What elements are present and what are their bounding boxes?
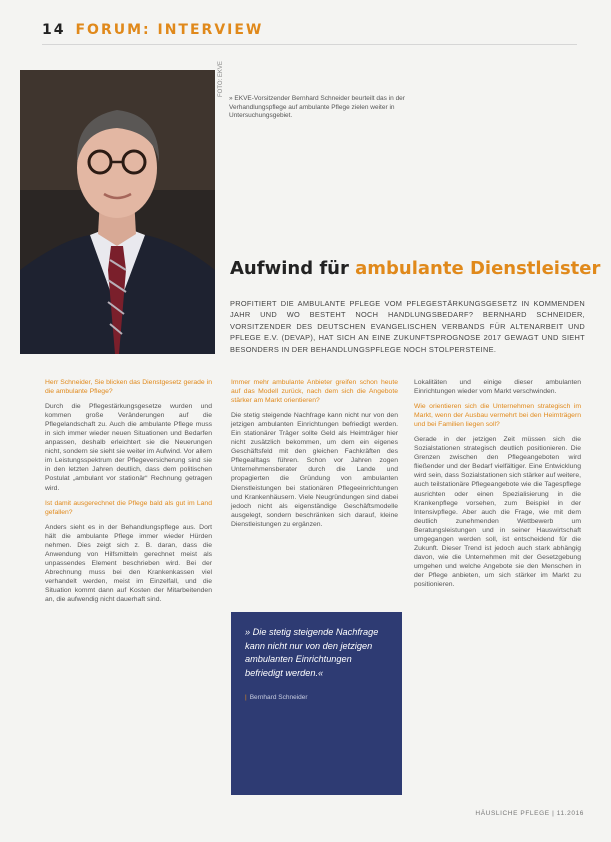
portrait-illustration [20,70,215,354]
section-title: FORUM: INTERVIEW [75,22,264,38]
interview-answer: Lokalitäten und einige dieser ambulanten Einrichtungen wieder vom Markt verschwinden. [414,379,581,396]
pull-quote-author [245,694,390,701]
photo-credit: FOTO: EKVE [218,61,224,97]
interview-answer: Anders sieht es in der Behandlungspflege aus. Dort hält die ambulante Pflege immer wieder Hürden nehmen. Dies zeigt sich z. B. daran, dass die Anwendung von Hilfsmitteln gerechnet meist als unpassendes Element beschrieben wird. Bei der Abrechnung muss bei den Krankenkassen viel verhandelt werden, meist im Einzelfall, und die Situation kommt dann auf Kosten der Mitarbeitenden an, die aufwendig nicht dauerhaft sind. [45,523,212,604]
text-column-3 [414,378,581,595]
interview-question: Immer mehr ambulante Anbieter greifen schon heute auf das Modell zurück, nach dem sich die Angebote stärker am Markt orientieren? [231,379,398,405]
headline-accent: ambulante Dienstleister [355,258,601,279]
interview-answer: Durch die Pflegestärkungsgesetze wurden und kommen große Veränderungen auf die Pflegelandschaft zu. Auch die ambulante Pflege muss in sich immer wieder neuen Situationen und Bedarfen anpassen, deshalb erleichtert sie die Neuerungen nicht, sondern sie sieht sie weiter im Aufwind. Vor allem im Leistungsspektrum der Pflegeversicherung sind sie in den letzten Jahren deutlich, dass dem politischen Postulat „ambulant vor stationär“ Rechnung getragen wird. [45,403,212,492]
article-lead: PROFITIERT DIE AMBULANTE PFLEGE VOM PFLEGESTÄRKUNGSGESETZ IN KOMMENDEN JAHR UND WO BESTEHT NOCH HANDLUNGSBEDARF? BERNHARD SCHNEIDER, VORSITZENDER DES DEUTSCHEN EVANGELISCHEN VERBANDS FÜR ALTENARBEIT UND PFLEGE E.V. (DEVAP), HAT SICH AN EINE ZUKUNFTSPROGNOSE 2017 GEWAGT UND SIEHT BESONDERS IN DER BEHANDLUNGSPFLEGE NOCH STOLPERSTEINE. [230,299,585,354]
header-divider [42,44,577,45]
text-column-1 [45,378,212,610]
dash-icon: | [245,694,247,701]
page-number: 14 [42,22,66,38]
pull-quote-text: » Die stetig steigende Nachfrage kann nicht nur von den jetzigen ambulanten Einrichtungen befriedigt werden.« [245,627,379,678]
pull-quote-author-name: Bernhard Schneider [249,694,308,701]
text-column-2 [231,378,398,535]
page-footer: HÄUSLICHE PFLEGE | 11.2016 [475,810,584,817]
article-headline [230,258,600,279]
pull-quote [231,612,402,795]
interview-question: Wie orientieren sich die Unternehmen strategisch im Markt, wenn der Ausbau vermehrt bei den Heimträgern und bei Familien liegen soll? [414,403,581,429]
page-header [42,22,263,38]
interview-answer: Gerade in der jetzigen Zeit müssen sich die Sozialstationen strategisch deutlich positionieren. Die Grenzen zwischen den Pflegeangeboten wird fließender und der Bedarf vielfältiger. Eine Entwicklung wird sein, dass Sozialstationen sich stärker auf weitere, auch teilstationäre Pflegeangebote wie die Tagespflege ausrichten oder einen Spezialisierung in die Krankenpflege vorsehen, zum Beispiel in der Intensivpflege. Aber auch die Frage, wie mit dem deutlich zunehmenden Wettbewerb um Beratungsleistungen und in seiner Hauswirtschaft umgegangen werden soll, ist entscheidend für die Zukunft. Dieser Trend ist jedoch auch stark abhängig davon, wie die Unternehmen mit der Gesetzgebung umgehen und welche Angebote sie den Menschen in der Pflege anbieten, um sich stärker im Markt zu positionieren. [414,436,581,588]
interview-answer: Die stetig steigende Nachfrage kann nicht nur von den jetzigen ambulanten Einrichtungen befriedigt werden. Ein stationärer Träger sollte Geld als Heimträger hier nicht zusätzlich bekommen, um dem ein eigenes Geschäftsfeld mit den gleichen Fachkräften des Pflegealltags führen. Schon vor Jahren zogen Unternehmensberater durch die Lande und propagierten die Gründung von ambulanten Dienstleistungen bei stationären Pflegeeinrichtungen und Krankenhäusern. Viele Neugründungen sind dabei jedoch nicht als eigenständige Geschäftsmodelle ausgelegt, sondern beschränken sich darauf, kleine Dienstleistungen zu ergänzen. [231,412,398,528]
interview-question: Herr Schneider, Sie blicken das Dienstgesetz gerade in die ambulante Pflege? [45,379,212,396]
headline-text: Aufwind für [230,258,356,279]
interview-question: Ist damit ausgerechnet die Pflege bald als gut im Land gefallen? [45,499,212,516]
portrait-photo [20,70,215,354]
photo-caption: » EKVE-Vorsitzender Bernhard Schneider beurteilt das in der Verhandlungspflege auf ambulante Pflege zielen weiter in Untersuchungsgebiet. [229,95,405,119]
